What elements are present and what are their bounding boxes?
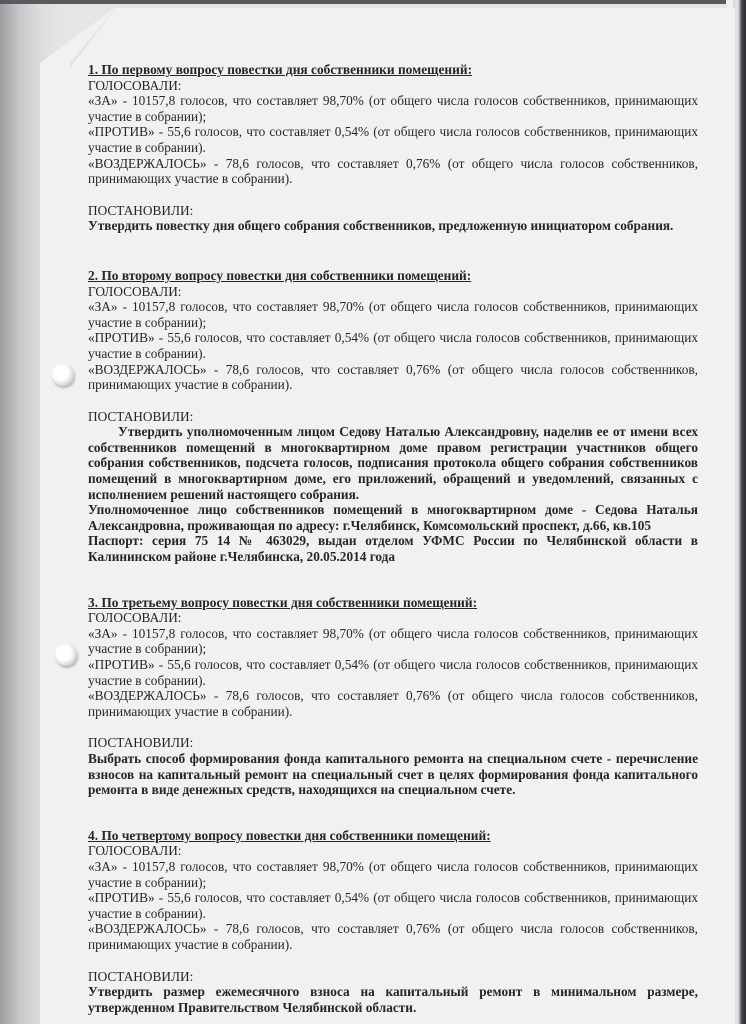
agenda-item-4 xyxy=(88,828,698,1016)
resolution-text: Утвердить размер ежемесячного взноса на капитальный ремонт в минимальном размере, утвержденном Правительством Челябинской области. xyxy=(88,984,698,1015)
document-body xyxy=(88,62,698,1015)
vote-for: «ЗА» - 10157,8 голосов, что составляет 98,70% (от общего числа голосов собственников, принимающих участие в собрании); xyxy=(88,299,698,330)
section-heading: 4. По четвертому вопросу повестки дня собственники помещений: xyxy=(88,827,491,843)
resolution-text: Утвердить повестку дня общего собрания собственников, предложенную инициатором собрания. xyxy=(88,218,674,234)
passport-details: Паспорт: серия 75 14 № 463029, выдан отделом УФМС России по Челябинской области в Калининском районе г.Челябинска, 20.05.2014 года xyxy=(88,533,698,565)
vote-abstained: «ВОЗДЕРЖАЛОСЬ» - 78,6 голосов, что составляет 0,76% (от общего числа голосов собственников, принимающих участие в собрании). xyxy=(88,688,698,719)
vote-for: «ЗА» - 10157,8 голосов, что составляет 98,70% (от общего числа голосов собственников, принимающих участие в собрании); xyxy=(88,858,698,890)
punch-hole-icon xyxy=(55,644,77,666)
voted-label: ГОЛОСОВАЛИ: xyxy=(88,843,182,859)
vote-abstained: «ВОЗДЕРЖАЛОСЬ» - 78,6 голосов, что составляет 0,76% (от общего числа голосов собственников, принимающих участие в собрании). xyxy=(88,361,698,393)
voted-label: ГОЛОСОВАЛИ: xyxy=(88,610,182,626)
resolution-text: Выбрать способ формирования фонда капитального ремонта на специальном счете - перечисление взносов на капитальный ремонт на специальный счет в целях формирования фонда капитального ремонта в виде денежных средств, находящихся на специальном счете. xyxy=(88,750,698,798)
vote-against: «ПРОТИВ» - 55,6 голосов, что составляет 0,54% (от общего числа голосов собственников, принимающих участие в собрании). xyxy=(88,124,698,155)
resolved-label: ПОСТАНОВИЛИ: xyxy=(88,968,194,984)
resolved-label: ПОСТАНОВИЛИ: xyxy=(88,735,194,751)
vote-abstained: «ВОЗДЕРЖАЛОСЬ» - 78,6 голосов, что составляет 0,76% (от общего числа голосов собственников, принимающих участие в собрании). xyxy=(88,155,698,187)
section-heading: 1. По первому вопросу повестки дня собственники помещений: xyxy=(88,62,473,77)
agenda-item-1 xyxy=(88,62,698,234)
vote-for: «ЗА» - 10157,8 голосов, что составляет 98,70% (от общего числа голосов собственников, принимающих участие в собрании); xyxy=(88,93,698,124)
vote-for: «ЗА» - 10157,8 голосов, что составляет 98,70% (от общего числа голосов собственников, принимающих участие в собрании); xyxy=(88,625,698,657)
voted-label: ГОЛОСОВАЛИ: xyxy=(88,77,182,93)
agenda-item-2 xyxy=(88,268,698,565)
vote-against: «ПРОТИВ» - 55,6 голосов, что составляет 0,54% (от общего числа голосов собственников, принимающих участие в собрании). xyxy=(88,330,698,361)
resolved-label: ПОСТАНОВИЛИ: xyxy=(88,408,194,424)
agenda-item-3 xyxy=(88,595,698,798)
resolution-text: Утвердить уполномоченным лицом Седову Наталью Александровну, наделив ее от имени всех собственников помещений в многоквартирном доме правом регистрации участников общего собрания собственников, подсчета голосов, подписания протокола общего собрания собственников помещений в многоквартирном доме, его приложений, обращений и уведомлений, связанных с исполнением решений настоящего собрания. xyxy=(88,424,698,502)
vote-against: «ПРОТИВ» - 55,6 голосов, что составляет 0,54% (от общего числа голосов собственников, принимающих участие в собрании). xyxy=(88,890,698,921)
vote-abstained: «ВОЗДЕРЖАЛОСЬ» - 78,6 голосов, что составляет 0,76% (от общего числа голосов собственников, принимающих участие в собрании). xyxy=(88,921,698,952)
authorized-person: Уполномоченное лицо собственников помещений в многоквартирном доме - Седова Наталья Александровна, проживающая по адресу: г.Челябинск, Комсомольский проспект, д.66, кв.105 xyxy=(88,502,698,533)
section-heading: 3. По третьему вопросу повестки дня собственники помещений: xyxy=(88,594,478,610)
section-heading: 2. По второму вопросу повестки дня собственники помещений: xyxy=(88,267,472,283)
voted-label: ГОЛОСОВАЛИ: xyxy=(88,283,182,299)
vote-against: «ПРОТИВ» - 55,6 голосов, что составляет 0,54% (от общего числа голосов собственников, принимающих участие в собрании). xyxy=(88,657,698,688)
punch-hole-icon xyxy=(52,364,74,386)
resolved-label: ПОСТАНОВИЛИ: xyxy=(88,202,194,218)
